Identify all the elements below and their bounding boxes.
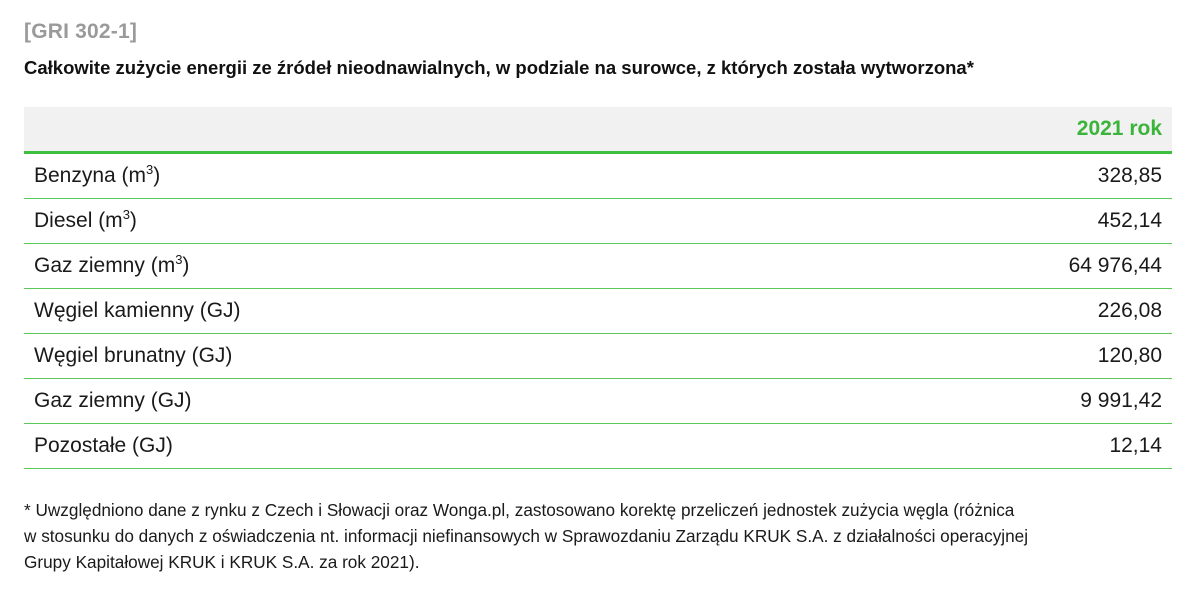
- table-row: [24, 244, 1172, 289]
- table-title: Całkowite zużycie energii ze źródeł nieodnawialnych, w podziale na surowce, z których została wytworzona*: [24, 57, 974, 78]
- footnote-line: * Uwzględniono dane z rynku z Czech i Słowacji oraz Wonga.pl, zastosowano korektę przeliczeń jednostek zużycia węgla (różnica: [24, 500, 1015, 520]
- row-value: 328,85: [1097, 164, 1162, 187]
- footnote-line: w stosunku do danych z oświadczenia nt. informacji niefinansowych w Sprawozdaniu Zarządu KRUK S.A. z działalności operacyjnej: [24, 526, 1029, 546]
- row-label: Benzyna $(m^3)$: [34, 162, 161, 187]
- table-row: [24, 424, 1172, 469]
- table-row: [24, 154, 1172, 199]
- row-label: Gaz ziemny (GJ): [34, 389, 192, 412]
- row-value: 226,08: [1097, 299, 1162, 322]
- year-column-header: 2021 rok: [1076, 117, 1162, 140]
- row-label: Diesel $(m^3)$: [34, 207, 137, 232]
- table-row: [24, 334, 1172, 379]
- table-row: [24, 199, 1172, 244]
- row-value: 9 991,42: [1080, 389, 1162, 412]
- gri-reference-tag: [GRI 302-1]: [24, 20, 138, 43]
- row-value: 12,14: [1109, 434, 1162, 457]
- row-label: Węgiel kamienny (GJ): [34, 299, 241, 322]
- footnote-line: Grupy Kapitałowej KRUK i KRUK S.A. za rok 2021).: [24, 552, 420, 572]
- row-label: Pozostałe (GJ): [34, 434, 173, 457]
- row-value: 64 976,44: [1068, 254, 1162, 277]
- row-label: Węgiel brunatny (GJ): [34, 344, 233, 367]
- footnote: [24, 497, 1174, 575]
- table-header: [24, 107, 1172, 154]
- table-row: [24, 379, 1172, 424]
- row-value: 452,14: [1097, 209, 1162, 232]
- row-label: Gaz ziemny $(m^3)$: [34, 252, 190, 277]
- energy-consumption-table: [24, 107, 1172, 469]
- table-row: [24, 289, 1172, 334]
- row-value: 120,80: [1097, 344, 1162, 367]
